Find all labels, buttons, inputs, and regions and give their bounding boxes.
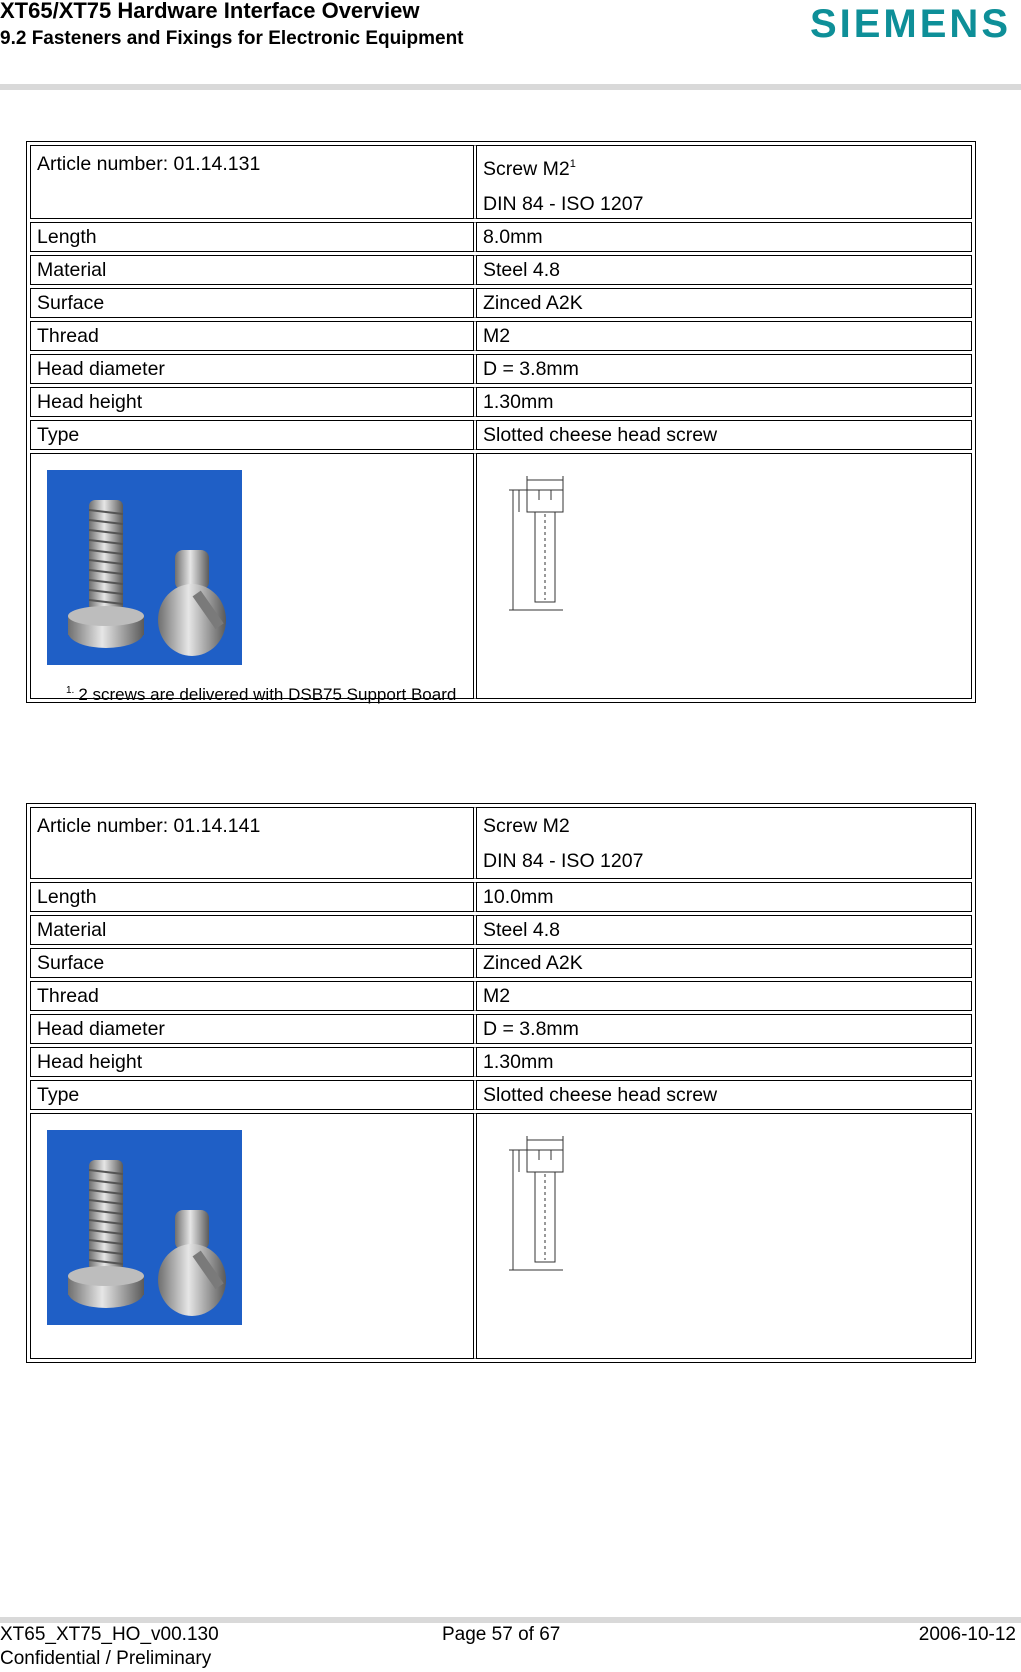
spec-label: Type [30,1080,473,1110]
spec-value: 1.30mm [473,387,972,417]
header-rule [0,84,1021,90]
product-name: Screw M2 [483,158,570,180]
spec-label: Surface [30,288,473,318]
spec-value: 10.0mm [473,882,972,912]
siemens-logo: SIEMENS [809,2,1011,46]
spec-label: Head height [30,1047,473,1077]
spec-value: M2 [473,321,972,351]
spec-value: Slotted cheese head screw [473,420,972,450]
spec-label: Length [30,882,473,912]
spec-value: Steel 4.8 [473,255,972,285]
footnote-ref[interactable]: 1 [569,158,576,170]
product-name-cell [473,807,972,879]
spec-value: 8.0mm [473,222,972,252]
spec-label: Material [30,255,473,285]
article-number: Article number: 01.14.141 [30,807,473,879]
spec-value: D = 3.8mm [473,1014,972,1044]
spec-value: Steel 4.8 [473,915,972,945]
photo-cell [30,1113,473,1359]
spec-label: Type [30,420,473,450]
spec-label: Thread [30,981,473,1011]
spec-label: Material [30,915,473,945]
spec-label: Head height [30,387,473,417]
product-name-cell [473,145,972,219]
screw-photo [47,1130,242,1325]
footer-date: 2006-10-12 [918,1624,1016,1645]
spec-value: Zinced A2K [473,948,972,978]
technical-drawing [503,470,583,620]
product-standard: DIN 84 - ISO 1207 [483,850,644,872]
spec-label: Length [30,222,473,252]
spec-value: 1.30mm [473,1047,972,1077]
drawing-cell [473,1113,972,1359]
document-title: XT65/XT75 Hardware Interface Overview [0,0,420,23]
spec-label: Head diameter [30,354,473,384]
spec-table-screw-01-14-141 [26,803,976,1363]
spec-label: Surface [30,948,473,978]
article-number: Article number: 01.14.131 [30,145,473,219]
spec-value: D = 3.8mm [473,354,972,384]
footnote [66,685,456,705]
spec-label: Head diameter [30,1014,473,1044]
footer-page-number: Page 57 of 67 [442,1624,561,1645]
spec-value: Zinced A2K [473,288,972,318]
product-name: Screw M2 [483,815,570,837]
product-standard: DIN 84 - ISO 1207 [483,193,644,215]
spec-label: Thread [30,321,473,351]
section-title: 9.2 Fasteners and Fixings for Electronic Equipment [0,28,464,49]
spec-table-screw-01-14-131 [26,141,976,703]
drawing-cell [473,453,972,699]
footer-confidentiality: Confidential / Preliminary [0,1648,212,1669]
footnote-text: 2 screws are delivered with DSB75 Support Board [78,685,457,704]
photo-cell [30,453,473,699]
spec-value: M2 [473,981,972,1011]
footnote-marker: 1. [66,685,75,696]
footer-doc-id: XT65_XT75_HO_v00.130 [0,1624,219,1645]
screw-photo [47,470,242,665]
technical-drawing [503,1130,583,1280]
spec-value: Slotted cheese head screw [473,1080,972,1110]
footer-rule [0,1617,1021,1623]
